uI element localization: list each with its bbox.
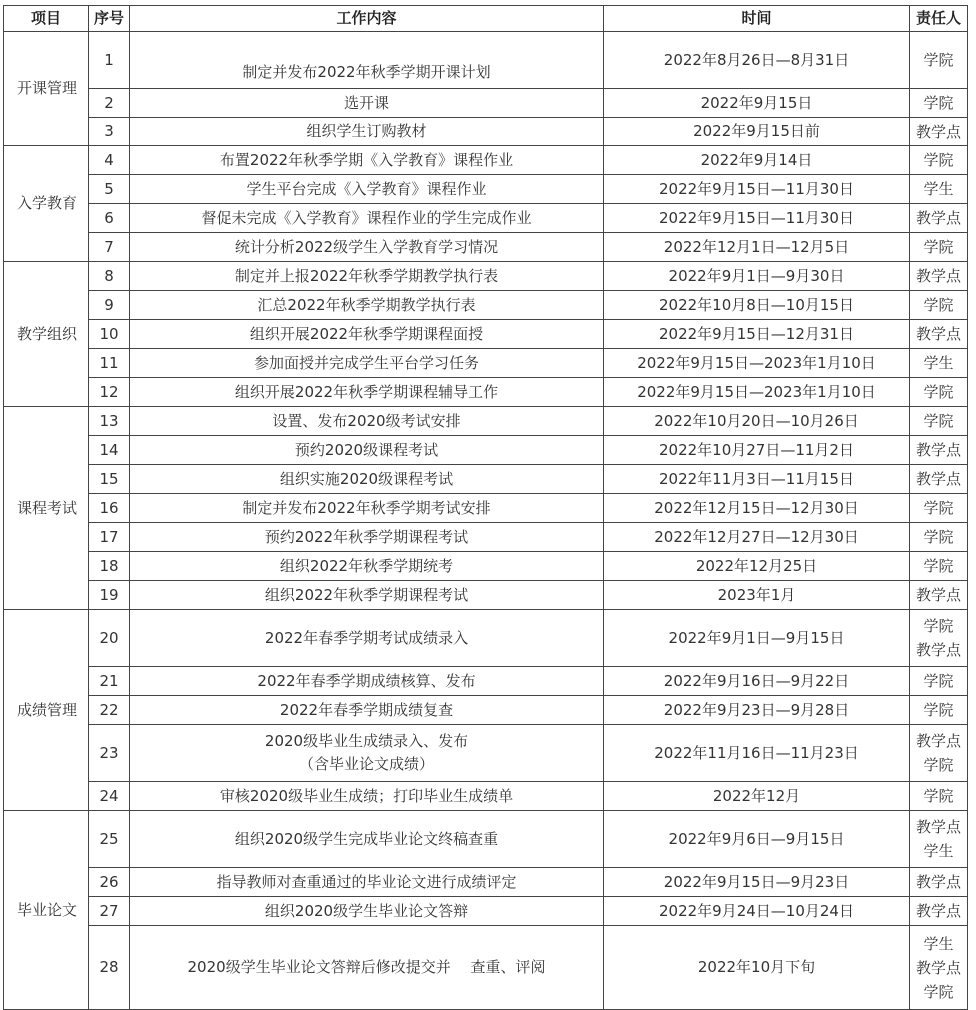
responsible-party: 学院 bbox=[910, 523, 968, 552]
time-range: 2022年9月15日—9月23日 bbox=[604, 868, 910, 897]
time-range: 2022年9月1日—9月30日 bbox=[604, 262, 910, 291]
header-owner: 责任人 bbox=[910, 6, 968, 32]
responsible-party: 学院 bbox=[910, 696, 968, 725]
table-row bbox=[4, 146, 968, 175]
time-range: 2022年12月15日—12月30日 bbox=[604, 494, 910, 523]
table-row bbox=[4, 811, 968, 868]
time-range: 2022年11月16日—11月23日 bbox=[604, 725, 910, 782]
header-row bbox=[4, 6, 968, 32]
row-number: 26 bbox=[89, 868, 130, 897]
responsible-party: 学院 bbox=[910, 552, 968, 581]
work-content: 组织2020级学生毕业论文答辩 bbox=[130, 897, 604, 926]
row-number: 19 bbox=[89, 581, 130, 610]
category-cell: 课程考试 bbox=[4, 407, 89, 610]
row-number: 1 bbox=[89, 32, 130, 89]
table-row bbox=[4, 349, 968, 378]
row-number: 22 bbox=[89, 696, 130, 725]
row-number: 5 bbox=[89, 175, 130, 204]
row-number: 14 bbox=[89, 436, 130, 465]
responsible-party: 学生 bbox=[910, 349, 968, 378]
table-row bbox=[4, 465, 968, 494]
work-content: 组织开展2022年秋季学期课程面授 bbox=[130, 320, 604, 349]
table-row bbox=[4, 436, 968, 465]
time-range: 2022年10月20日—10月26日 bbox=[604, 407, 910, 436]
time-range: 2022年10月27日—11月2日 bbox=[604, 436, 910, 465]
table-row bbox=[4, 581, 968, 610]
table-row bbox=[4, 494, 968, 523]
table-row bbox=[4, 696, 968, 725]
work-content: 选开课 bbox=[130, 89, 604, 118]
category-cell: 开课管理 bbox=[4, 32, 89, 146]
time-range: 2022年12月25日 bbox=[604, 552, 910, 581]
table-row bbox=[4, 89, 968, 118]
work-content: 组织开展2022年秋季学期课程辅导工作 bbox=[130, 378, 604, 407]
work-content: 审核2020级毕业生成绩；打印毕业生成绩单 bbox=[130, 782, 604, 811]
work-content: 2022年春季学期考试成绩录入 bbox=[130, 610, 604, 667]
time-range: 2022年10月下旬 bbox=[604, 926, 910, 1010]
table-row bbox=[4, 667, 968, 696]
work-content: 预约2022年秋季学期课程考试 bbox=[130, 523, 604, 552]
row-number: 27 bbox=[89, 897, 130, 926]
table-row bbox=[4, 926, 968, 1010]
row-number: 18 bbox=[89, 552, 130, 581]
table-row bbox=[4, 291, 968, 320]
responsible-party: 学生 教学点 学院 bbox=[910, 926, 968, 1010]
table-row bbox=[4, 320, 968, 349]
row-number: 9 bbox=[89, 291, 130, 320]
responsible-party: 教学点 bbox=[910, 262, 968, 291]
responsible-party: 学院 bbox=[910, 407, 968, 436]
table-row bbox=[4, 32, 968, 89]
responsible-party: 学院 bbox=[910, 32, 968, 89]
responsible-party: 学院 bbox=[910, 378, 968, 407]
work-content: 设置、发布2020级考试安排 bbox=[130, 407, 604, 436]
responsible-party: 学院 bbox=[910, 233, 968, 262]
responsible-party: 教学点 bbox=[910, 868, 968, 897]
header-time: 时间 bbox=[604, 6, 910, 32]
table-row bbox=[4, 378, 968, 407]
category-cell: 成绩管理 bbox=[4, 610, 89, 811]
work-content: 2020级学生毕业论文答辩后修改提交并 查重、评阅 bbox=[130, 926, 604, 1010]
table-row bbox=[4, 262, 968, 291]
responsible-party: 学院 bbox=[910, 494, 968, 523]
category-cell: 入学教育 bbox=[4, 146, 89, 262]
time-range: 2022年9月24日—10月24日 bbox=[604, 897, 910, 926]
responsible-party: 教学点 bbox=[910, 581, 968, 610]
work-content: 2020级毕业生成绩录入、发布 （含毕业论文成绩） bbox=[130, 725, 604, 782]
work-content: 制定并发布2022年秋季学期开课计划 bbox=[130, 32, 604, 89]
responsible-party: 教学点 学院 bbox=[910, 725, 968, 782]
row-number: 10 bbox=[89, 320, 130, 349]
responsible-party: 学院 bbox=[910, 291, 968, 320]
time-range: 2022年12月27日—12月30日 bbox=[604, 523, 910, 552]
header-no: 序号 bbox=[89, 6, 130, 32]
row-number: 24 bbox=[89, 782, 130, 811]
row-number: 6 bbox=[89, 204, 130, 233]
row-number: 7 bbox=[89, 233, 130, 262]
table-row bbox=[4, 897, 968, 926]
responsible-party: 学院 bbox=[910, 782, 968, 811]
table-row bbox=[4, 118, 968, 146]
responsible-party: 教学点 bbox=[910, 465, 968, 494]
work-content: 2022年春季学期成绩复查 bbox=[130, 696, 604, 725]
row-number: 13 bbox=[89, 407, 130, 436]
time-range: 2022年9月16日—9月22日 bbox=[604, 667, 910, 696]
row-number: 3 bbox=[89, 118, 130, 146]
responsible-party: 教学点 bbox=[910, 320, 968, 349]
responsible-party: 学生 bbox=[910, 175, 968, 204]
responsible-party: 教学点 学生 bbox=[910, 811, 968, 868]
work-content: 预约2020级课程考试 bbox=[130, 436, 604, 465]
time-range: 2022年9月1日—9月15日 bbox=[604, 610, 910, 667]
responsible-party: 教学点 bbox=[910, 204, 968, 233]
work-content: 组织2022年秋季学期课程考试 bbox=[130, 581, 604, 610]
row-number: 21 bbox=[89, 667, 130, 696]
row-number: 28 bbox=[89, 926, 130, 1010]
row-number: 25 bbox=[89, 811, 130, 868]
time-range: 2022年8月26日—8月31日 bbox=[604, 32, 910, 89]
time-range: 2022年12月 bbox=[604, 782, 910, 811]
responsible-party: 学院 教学点 bbox=[910, 610, 968, 667]
category-cell: 毕业论文 bbox=[4, 811, 89, 1010]
table-row bbox=[4, 233, 968, 262]
time-range: 2022年9月15日—11月30日 bbox=[604, 175, 910, 204]
row-number: 4 bbox=[89, 146, 130, 175]
table-row bbox=[4, 868, 968, 897]
row-number: 12 bbox=[89, 378, 130, 407]
row-number: 2 bbox=[89, 89, 130, 118]
time-range: 2022年9月23日—9月28日 bbox=[604, 696, 910, 725]
header-category: 项目 bbox=[4, 6, 89, 32]
responsible-party: 教学点 bbox=[910, 436, 968, 465]
work-content: 组织学生订购教材 bbox=[130, 118, 604, 146]
responsible-party: 学院 bbox=[910, 146, 968, 175]
row-number: 16 bbox=[89, 494, 130, 523]
table-row bbox=[4, 552, 968, 581]
time-range: 2022年9月14日 bbox=[604, 146, 910, 175]
time-range: 2022年9月6日—9月15日 bbox=[604, 811, 910, 868]
row-number: 23 bbox=[89, 725, 130, 782]
time-range: 2022年9月15日 bbox=[604, 89, 910, 118]
work-content: 学生平台完成《入学教育》课程作业 bbox=[130, 175, 604, 204]
time-range: 2022年10月8日—10月15日 bbox=[604, 291, 910, 320]
table-row bbox=[4, 725, 968, 782]
work-content: 制定并发布2022年秋季学期考试安排 bbox=[130, 494, 604, 523]
work-schedule-table bbox=[3, 5, 968, 1010]
table-row bbox=[4, 175, 968, 204]
responsible-party: 教学点 bbox=[910, 118, 968, 146]
time-range: 2022年9月15日—2023年1月10日 bbox=[604, 378, 910, 407]
responsible-party: 学院 bbox=[910, 667, 968, 696]
work-content: 2022年春季学期成绩核算、发布 bbox=[130, 667, 604, 696]
work-content: 组织2020级学生完成毕业论文终稿查重 bbox=[130, 811, 604, 868]
time-range: 2022年9月15日前 bbox=[604, 118, 910, 146]
time-range: 2022年9月15日—2023年1月10日 bbox=[604, 349, 910, 378]
work-content: 统计分析2022级学生入学教育学习情况 bbox=[130, 233, 604, 262]
work-content: 指导教师对查重通过的毕业论文进行成绩评定 bbox=[130, 868, 604, 897]
row-number: 8 bbox=[89, 262, 130, 291]
work-content: 汇总2022年秋季学期教学执行表 bbox=[130, 291, 604, 320]
row-number: 15 bbox=[89, 465, 130, 494]
row-number: 17 bbox=[89, 523, 130, 552]
work-content: 制定并上报2022年秋季学期教学执行表 bbox=[130, 262, 604, 291]
responsible-party: 教学点 bbox=[910, 897, 968, 926]
table-row bbox=[4, 523, 968, 552]
table-row bbox=[4, 407, 968, 436]
work-content: 布置2022年秋季学期《入学教育》课程作业 bbox=[130, 146, 604, 175]
table-row bbox=[4, 204, 968, 233]
time-range: 2022年9月15日—11月30日 bbox=[604, 204, 910, 233]
row-number: 11 bbox=[89, 349, 130, 378]
work-content: 组织实施2020级课程考试 bbox=[130, 465, 604, 494]
work-content: 督促未完成《入学教育》课程作业的学生完成作业 bbox=[130, 204, 604, 233]
time-range: 2022年11月3日—11月15日 bbox=[604, 465, 910, 494]
table-row bbox=[4, 610, 968, 667]
header-content: 工作内容 bbox=[130, 6, 604, 32]
row-number: 20 bbox=[89, 610, 130, 667]
time-range: 2022年12月1日—12月5日 bbox=[604, 233, 910, 262]
time-range: 2022年9月15日—12月31日 bbox=[604, 320, 910, 349]
work-content: 组织2022年秋季学期统考 bbox=[130, 552, 604, 581]
table-row bbox=[4, 782, 968, 811]
work-content: 参加面授并完成学生平台学习任务 bbox=[130, 349, 604, 378]
category-cell: 教学组织 bbox=[4, 262, 89, 407]
responsible-party: 学院 bbox=[910, 89, 968, 118]
time-range: 2023年1月 bbox=[604, 581, 910, 610]
